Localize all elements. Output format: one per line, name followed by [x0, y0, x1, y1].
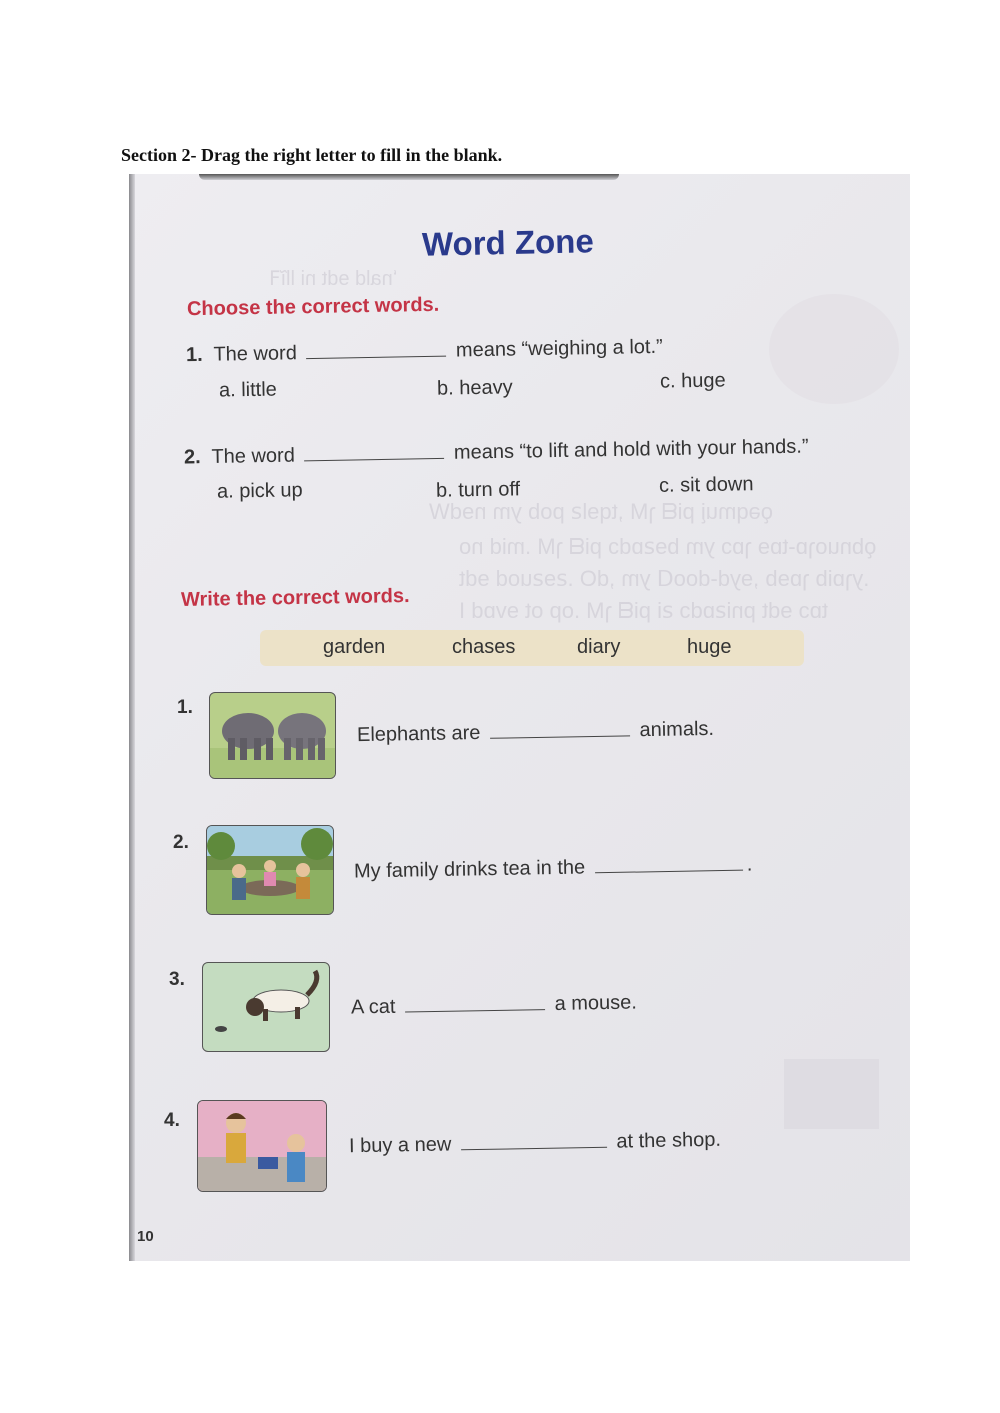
answer-blank[interactable] [490, 734, 630, 738]
write-question-1 [357, 718, 714, 747]
garden-tea-picture [206, 825, 334, 915]
question-text-pre: A cat [350, 995, 396, 1019]
page-edge [129, 174, 135, 1261]
question-text-post: means “to lift and hold with your hands.” [453, 435, 809, 464]
page-number: 10 [137, 1228, 154, 1245]
answer-blank[interactable] [461, 1146, 607, 1151]
question-text-pre: I buy a new [348, 1133, 452, 1158]
bleed-through-illustration [784, 1059, 879, 1129]
word-bank-item[interactable]: chases [452, 636, 516, 658]
question-number: 2. [173, 832, 189, 853]
cat-chasing-mouse-picture [202, 962, 330, 1052]
question-number: 1. [177, 697, 193, 718]
question-text-pre: Elephants are [356, 721, 481, 747]
answer-blank[interactable] [595, 869, 743, 874]
question-text-post: . [746, 853, 753, 876]
question-number: 1. [185, 343, 203, 367]
word-bank-item[interactable]: garden [323, 636, 386, 658]
answer-blank[interactable] [405, 1008, 545, 1012]
shop-diary-picture [197, 1100, 327, 1192]
question-text-post: animals. [639, 717, 715, 742]
choose-question-2 [184, 436, 809, 470]
write-question-4 [349, 1129, 721, 1158]
question-number: 2. [183, 446, 201, 469]
workbook-page-photo [129, 174, 910, 1261]
option-a: a. pick up [216, 479, 303, 503]
page-title: Word Zone [421, 222, 595, 263]
option-b: b. heavy [436, 376, 513, 400]
question-text-post: a mouse. [554, 991, 638, 1015]
question-text-pre: My family drinks tea in the [353, 856, 586, 883]
elephants-picture [209, 692, 336, 779]
answer-blank[interactable] [306, 355, 446, 359]
word-bank-item[interactable]: huge [687, 636, 732, 658]
answer-blank[interactable] [304, 457, 444, 461]
choose-heading: Choose the correct words. [186, 293, 440, 321]
write-heading: Write the correct words. [180, 585, 410, 611]
bleed-through-text: ʻnald ɘdt ni llĩꟻ [269, 268, 398, 290]
question-number: 4. [164, 1110, 180, 1131]
option-c: c. huge [659, 369, 726, 393]
option-a: a. little [218, 378, 277, 402]
question-text-post: at the shop. [616, 1128, 722, 1153]
bleed-through-text: ǫbnuoɿɒ-tɒɘ ɿɒɔ ym bɘꙅɒdɔ piᗺ ɿM .mid no [459, 534, 877, 559]
question-text-pre: The word [211, 444, 296, 468]
option-b: b. turn off [435, 478, 521, 502]
section-title: Section 2- Drag the right letter to fill in the blank. [121, 145, 503, 165]
write-question-3 [351, 992, 637, 1020]
bleed-through-text: .yɿɒib ɿɒɘb ,ɘyd-dooᗡ ym ,dO .ꙅɘꙅuod ɘdt [459, 566, 870, 591]
page-edge-top [199, 174, 619, 180]
question-number: 3. [169, 969, 185, 990]
write-question-2 [354, 854, 753, 884]
question-text-pre: The word [213, 342, 298, 366]
choose-question-1 [186, 336, 663, 367]
word-bank-item[interactable]: diary [577, 636, 621, 658]
bleed-through-text: tɒɔ ɘdt pniꙅɒdɔ ꙅi piᗺ ɿM .op ot ɘvɒd I [459, 598, 828, 623]
bleed-through-illustration [769, 294, 899, 404]
word-bank [260, 630, 804, 666]
question-text-post: means “weighing a lot.” [455, 335, 663, 362]
option-c: c. sit down [658, 473, 754, 497]
bleed-through-text: ǫəqmuį piᗺ ɿM ,tqɘlꙅ pob ym nɘdW [429, 499, 774, 524]
